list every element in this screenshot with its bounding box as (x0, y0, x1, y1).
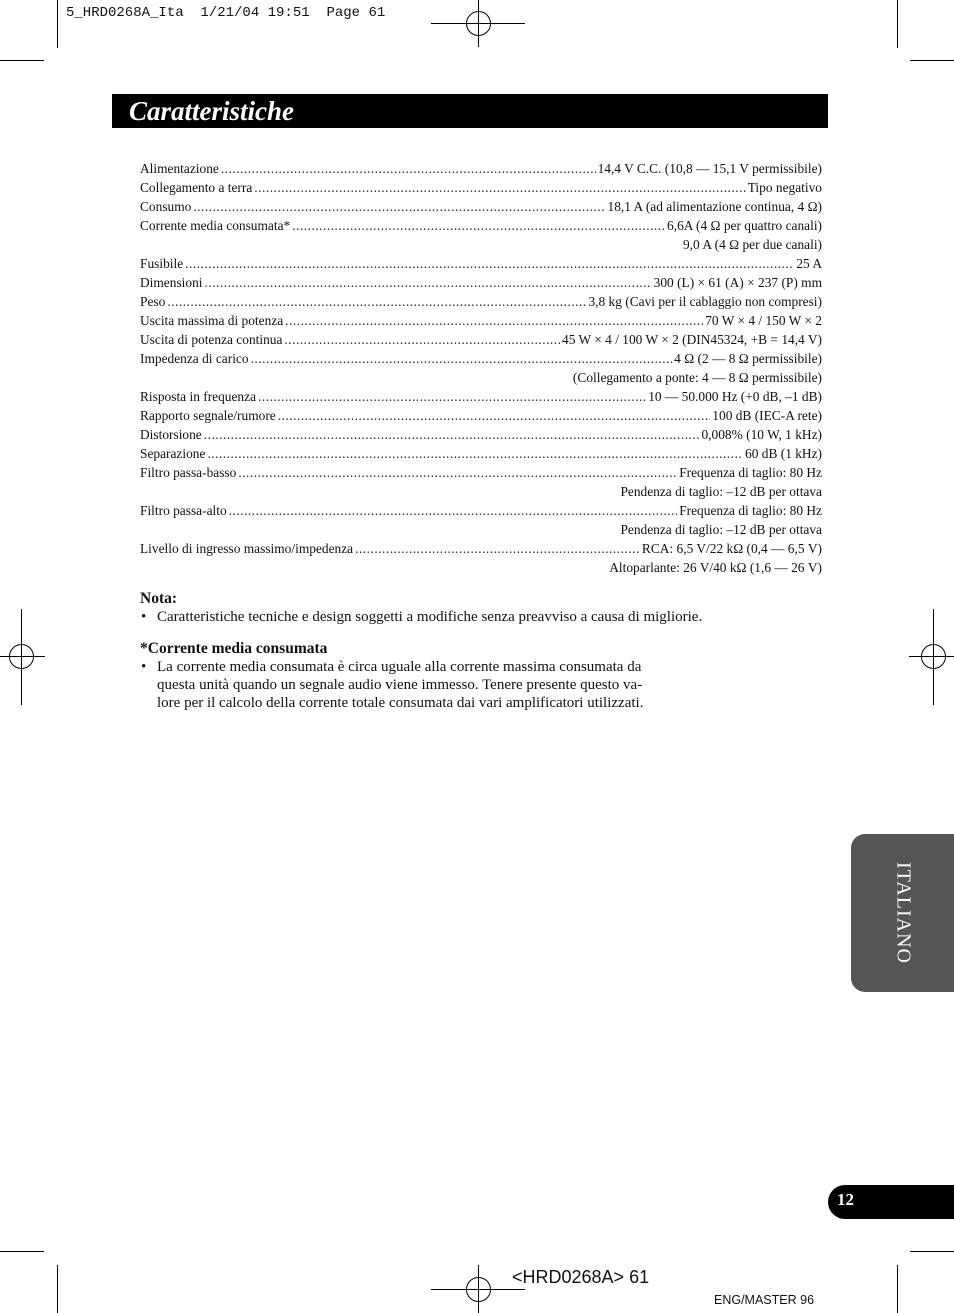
spec-row (140, 273, 822, 292)
spec-label: Separazione (140, 446, 206, 461)
print-slug: 5_HRD0268A_Ita 1/21/04 19:51 Page 61 (66, 5, 386, 21)
spec-row (140, 254, 822, 273)
note-bullet: • Caratteristiche tecniche e design soggetti a modifiche senza preavviso a causa di migliorie. (140, 608, 830, 626)
spec-label: Filtro passa-basso (140, 465, 237, 480)
spec-row (140, 292, 822, 311)
current-note-section (140, 640, 700, 712)
current-note-line: • La corrente media consumata è circa uguale alla corrente massima consumata da (157, 659, 642, 675)
spec-label: Dimensioni (140, 275, 203, 290)
spec-continuation: Altoparlante: 26 V/40 kΩ (1,6 — 26 V) (609, 560, 822, 575)
spec-value: 18,1 A (ad alimentazione continua, 4 Ω) (607, 199, 822, 214)
spec-label: Livello di ingresso massimo/impedenza (140, 541, 354, 556)
spec-continuation: Pendenza di taglio: –12 dB per ottava (620, 484, 822, 499)
spec-label: Peso (140, 294, 166, 309)
spec-continuation: Pendenza di taglio: –12 dB per ottava (620, 522, 822, 537)
spec-value: 4 Ω (2 — 8 Ω permissibile) (674, 351, 822, 366)
dot-leader (285, 311, 703, 330)
spec-value: 25 A (796, 256, 822, 271)
spec-label: Uscita massima di potenza (140, 313, 284, 328)
spec-row (140, 159, 822, 178)
spec-value: 60 dB (1 kHz) (745, 446, 822, 461)
current-note-line: questa unità quando un segnale audio viene immesso. Tenere presente questo va- (157, 677, 643, 693)
note-heading: Nota: (140, 590, 178, 607)
language-tab-label: ITALIANO (892, 862, 915, 964)
dot-leader (254, 178, 745, 197)
spec-value: Frequenza di taglio: 80 Hz (679, 503, 822, 518)
note-section (140, 590, 830, 626)
section-title-bar (112, 94, 828, 128)
spec-value: RCA: 6,5 V/22 kΩ (0,4 — 6,5 V) (641, 541, 822, 556)
spec-row (140, 463, 822, 482)
dot-leader (278, 406, 711, 425)
spec-row (140, 178, 822, 197)
spec-row (140, 387, 822, 406)
dot-leader (355, 539, 640, 558)
spec-value: 45 W × 4 / 100 W × 2 (DIN45324, +B = 14,4 V) (562, 332, 822, 347)
spec-continuation: (Collegamento a ponte: 4 — 8 Ω permissibile) (572, 370, 822, 385)
spec-value: 10 — 50.000 Hz (+0 dB, –1 dB) (648, 389, 822, 404)
spec-label: Distorsione (140, 427, 202, 442)
page-title: Caratteristiche (129, 96, 295, 126)
spec-row (140, 406, 822, 425)
dot-leader (205, 273, 652, 292)
spec-value: 70 W × 4 / 150 W × 2 (705, 313, 822, 328)
current-note-bullet (140, 658, 700, 712)
dot-leader (167, 292, 586, 311)
spec-row (140, 425, 822, 444)
current-note-line: lore per il calcolo della corrente totale consumata dai vari amplificatori utilizzati. (157, 695, 644, 711)
spec-value: 14,4 V C.C. (10,8 — 15,1 V permissibile) (597, 161, 822, 176)
dot-leader (258, 387, 646, 406)
spec-value: 300 (L) × 61 (A) × 237 (P) mm (653, 275, 822, 290)
spec-row (140, 197, 822, 216)
language-tab (851, 834, 954, 992)
dot-leader (207, 444, 743, 463)
dot-leader (251, 349, 673, 368)
dot-leader (284, 330, 560, 349)
spec-label: Collegamento a terra (140, 180, 253, 195)
spec-row (140, 216, 822, 235)
dot-leader (292, 216, 665, 235)
footer-model-code: <HRD0268A> 61 (512, 1267, 650, 1287)
spec-row (140, 349, 822, 368)
spec-value: 0,008% (10 W, 1 kHz) (701, 427, 822, 442)
spec-row (140, 444, 822, 463)
spec-label: Uscita di potenza continua (140, 332, 283, 347)
spec-row (140, 539, 822, 558)
spec-value: 100 dB (IEC-A rete) (712, 408, 822, 423)
spec-label: Consumo (140, 199, 192, 214)
spec-value: 6,6A (4 Ω per quattro canali) (667, 218, 822, 233)
spec-value: Frequenza di taglio: 80 Hz (679, 465, 822, 480)
dot-leader (221, 159, 596, 178)
dot-leader (193, 197, 605, 216)
spec-label: Filtro passa-alto (140, 503, 227, 518)
dot-leader (204, 425, 700, 444)
page-number-badge (828, 1185, 954, 1219)
spec-label: Risposta in frequenza (140, 389, 257, 404)
spec-value: Tipo negativo (747, 180, 822, 195)
spec-label: Fusibile (140, 256, 184, 271)
dot-leader (185, 254, 794, 273)
spec-row (140, 501, 822, 520)
footer-master-label: ENG/MASTER 96 (714, 1293, 815, 1307)
specifications-list (140, 159, 822, 577)
spec-label: Rapporto segnale/rumore (140, 408, 276, 423)
spec-row (140, 330, 822, 349)
spec-label: Impedenza di carico (140, 351, 249, 366)
spec-row (140, 311, 822, 330)
spec-continuation: 9,0 A (4 Ω per due canali) (683, 237, 822, 252)
spec-value: 3,8 kg (Cavi per il cablaggio non compresi) (588, 294, 822, 309)
spec-label: Corrente media consumata* (140, 218, 291, 233)
dot-leader (229, 501, 678, 520)
page-number: 12 (837, 1190, 854, 1209)
dot-leader (238, 463, 677, 482)
current-note-heading: *Corrente media consumata (140, 640, 328, 657)
spec-label: Alimentazione (140, 161, 219, 176)
